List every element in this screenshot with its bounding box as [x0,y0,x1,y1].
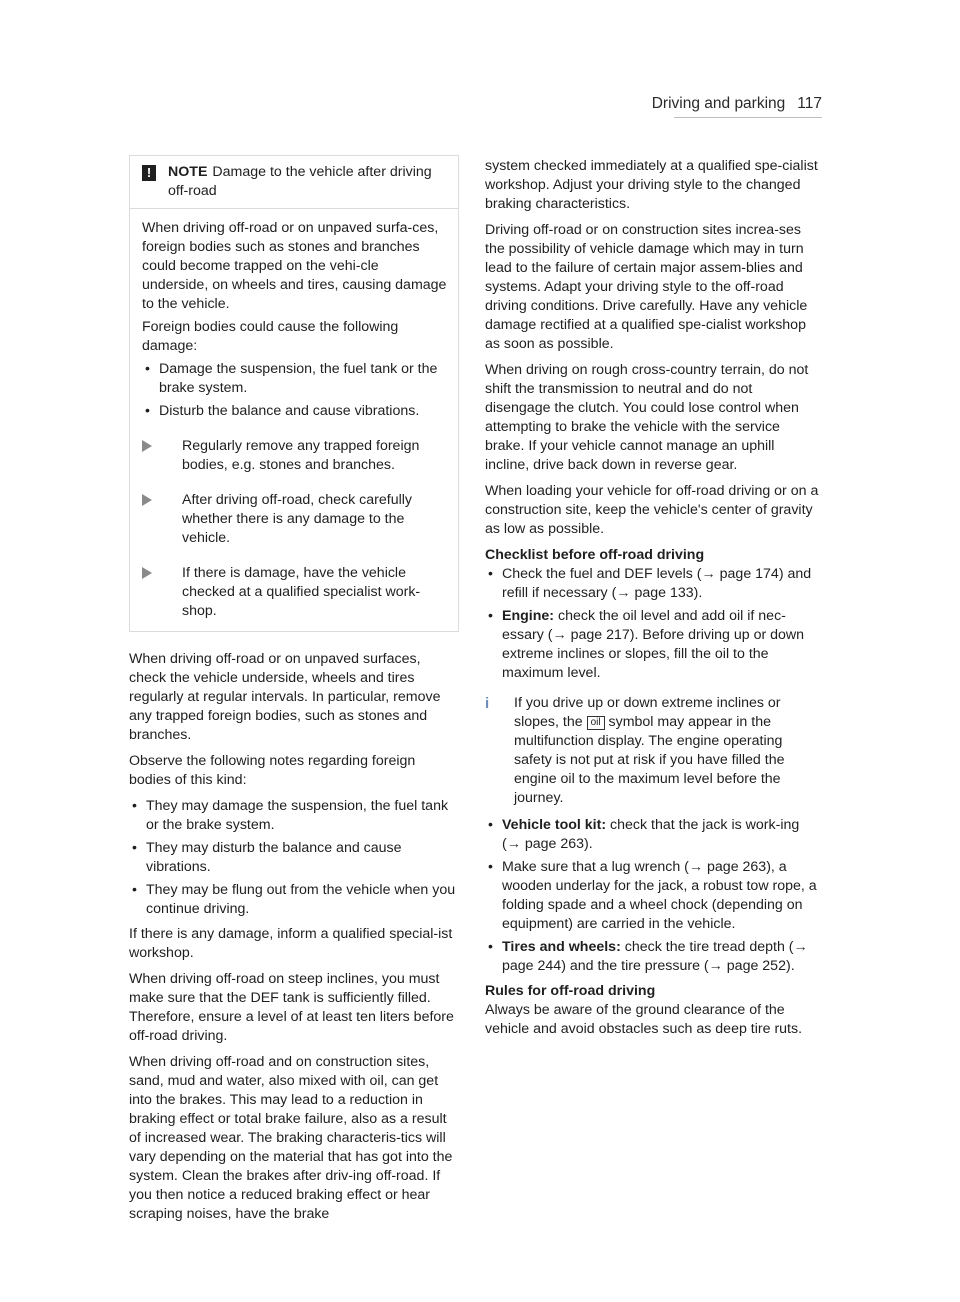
arrow-right-icon: → [701,566,716,582]
item-text: ). [693,585,703,601]
item-text: Make sure that a lug wrench ( [502,859,689,875]
tip-text-part: If you drive up or down extreme inclines or slopes, the [514,695,781,730]
page-ref-link[interactable]: page 263 [520,836,585,852]
arrow-right-icon: → [616,585,631,601]
rules-heading: Rules for off-road driving [485,983,656,999]
info-icon: i [485,695,490,712]
note-heading [168,163,448,201]
note-body [130,209,458,631]
item-text: ) and the tire pressure ( [561,958,709,974]
tip-text [514,694,820,808]
list-item [485,938,820,976]
warning-icon: ! [142,165,156,181]
foreign-bodies-list [129,797,459,919]
list-item: • They may disturb the balance and cause vibrations. [129,839,459,877]
note-box [129,155,459,632]
item-text: Check the fuel and DEF levels ( [502,566,702,582]
body-paragraph: system checked immediately at a qualified spe-cialist workshop. Adjust your driving style to the changed braking characteristics. [485,158,818,212]
list-item [485,858,820,934]
action-step [142,564,448,621]
list-item: • They may damage the suspension, the fuel tank or the brake system. [129,797,459,835]
list-item [485,816,820,854]
page-ref-link[interactable]: page 217 [566,627,630,643]
arrow-right-icon: → [793,939,808,955]
page-ref-link[interactable]: page 244 [502,958,562,974]
page-ref-link[interactable]: page 133 [630,585,694,601]
page-number: 117 [797,95,822,112]
body-paragraph: When driving off-road and on construction sites, sand, mud and water, also mixed with oil, can get into the brakes. This may lead to a reduction in braking effect or total brake failure, also as a result of increased wear. The braking characteris-tics will vary depending on the material that has got into the system. Clean the brakes after driv-ing off-road. If you then notice a reduced braking effect or hear scraping noises, have the brake [129,1054,453,1222]
running-header [422,94,822,113]
item-text: check the tire tread depth ( [620,939,794,955]
note-label: NOTE [168,164,208,180]
list-item: • Disturb the balance and cause vibrations. [142,402,448,421]
body-paragraph: Always be aware of the ground clearance of the vehicle and avoid obstacles such as deep tire ruts. [485,1002,803,1037]
note-bullet-list [142,360,448,421]
list-item: • Damage the suspension, the fuel tank or the brake system. [142,360,448,398]
left-column [129,155,459,1231]
item-text: check that the jack is work-ing ( [502,817,800,852]
action-text: Regularly remove any trapped foreign bodies, e.g. stones and branches. [182,438,420,473]
item-text: ) and refill if necessary ( [502,566,812,601]
page-ref-link[interactable]: page 252 [722,958,786,974]
note-header [130,156,458,209]
arrow-right-icon: → [708,958,723,974]
tip-text-part: symbol may appear in the multifunction display. The engine operating safety is not put at risk if you have filled the engine oil to the maximum level before the journey. [514,714,785,806]
checklist-heading: Checklist before off-road driving [485,547,705,563]
body-paragraph: When driving off-road on steep inclines, you must make sure that the DEF tank is sufficiently filled. Therefore, ensure a level of at least ten liters before off-road driving. [129,971,454,1044]
arrow-right-icon: → [688,859,704,875]
body-paragraph: When loading your vehicle for off-road driving or on a construction site, keep the vehicle's center of gravity as low as possible. [485,483,819,537]
item-label: Tires and wheels: [502,939,621,955]
arrow-right-icon: → [506,836,521,852]
item-text: ). [785,958,795,974]
body-paragraph: Observe the following notes regarding foreign bodies of this kind: [129,753,416,788]
action-step [142,437,448,475]
action-text: If there is damage, have the vehicle checked at a qualified specialist work-shop. [182,565,421,619]
body-paragraph: When driving off-road or on unpaved surfaces, check the vehicle underside, wheels and tires regularly at regular intervals. In particular, remove any trapped foreign bodies, such as stones and branches. [129,651,441,743]
item-text: check the oil level and add oil if nec-essary ( [502,608,786,643]
tip-note [485,694,820,808]
note-paragraph: When driving off-road or on unpaved surfa-ces, foreign bodies such as stones and branches could become trapped on the vehi-cle underside, on wheels and tires, causing damage to the vehicle. [142,220,447,312]
section-title: Driving and parking [651,95,786,112]
body-paragraph: When driving on rough cross-country terrain, do not shift the transmission to neutral and do not disengage the clutch. You could lose control when attempting to brake the vehicle with the service brake. If your vehicle cannot manage an uphill incline, drive back down in reverse gear. [485,362,809,473]
list-item [485,565,820,603]
oil-level-icon: oil [587,716,605,730]
note-title: Damage to the vehicle after driving off-road [168,164,432,199]
header-divider [674,117,822,118]
action-step [142,491,448,548]
item-label: Engine: [502,608,555,624]
play-arrow-icon [142,440,162,452]
item-text: ). [584,836,593,852]
checklist-continued [485,816,820,976]
page-ref-link[interactable]: page 174 [715,566,779,582]
item-text: ). Before driving up or down extreme inclines or slopes, fill the oil to the maximum level. [502,627,805,681]
body-paragraph: Driving off-road or on construction sites increa-ses the possibility of vehicle damage which may in turn lead to the failure of certain major assem-blies and systems. Adapt your driving style to the off-road driving conditions. Drive carefully. Have any vehicle damage rectified at a qualified spe-cialist workshop as soon as possible. [485,222,808,352]
item-label: Vehicle tool kit: [502,817,607,833]
item-text: ), a wooden underlay for the jack, a robust tow rope, a folding spade and a wheel chock (depending on equipment) are carried in the vehicle. [502,859,817,932]
right-column [485,157,820,1046]
checklist [485,565,820,683]
arrow-right-icon: → [552,627,567,643]
list-item [485,607,820,683]
body-paragraph: If there is any damage, inform a qualified special-ist workshop. [129,926,453,961]
list-item: • They may be flung out from the vehicle when you continue driving. [129,881,459,919]
note-paragraph: Foreign bodies could cause the following damage: [142,319,399,354]
page-ref-link[interactable]: page 263 [703,859,767,875]
play-arrow-icon [142,494,162,506]
action-text: After driving off-road, check carefully whether there is any damage to the vehicle. [182,492,412,546]
play-arrow-icon [142,567,162,579]
